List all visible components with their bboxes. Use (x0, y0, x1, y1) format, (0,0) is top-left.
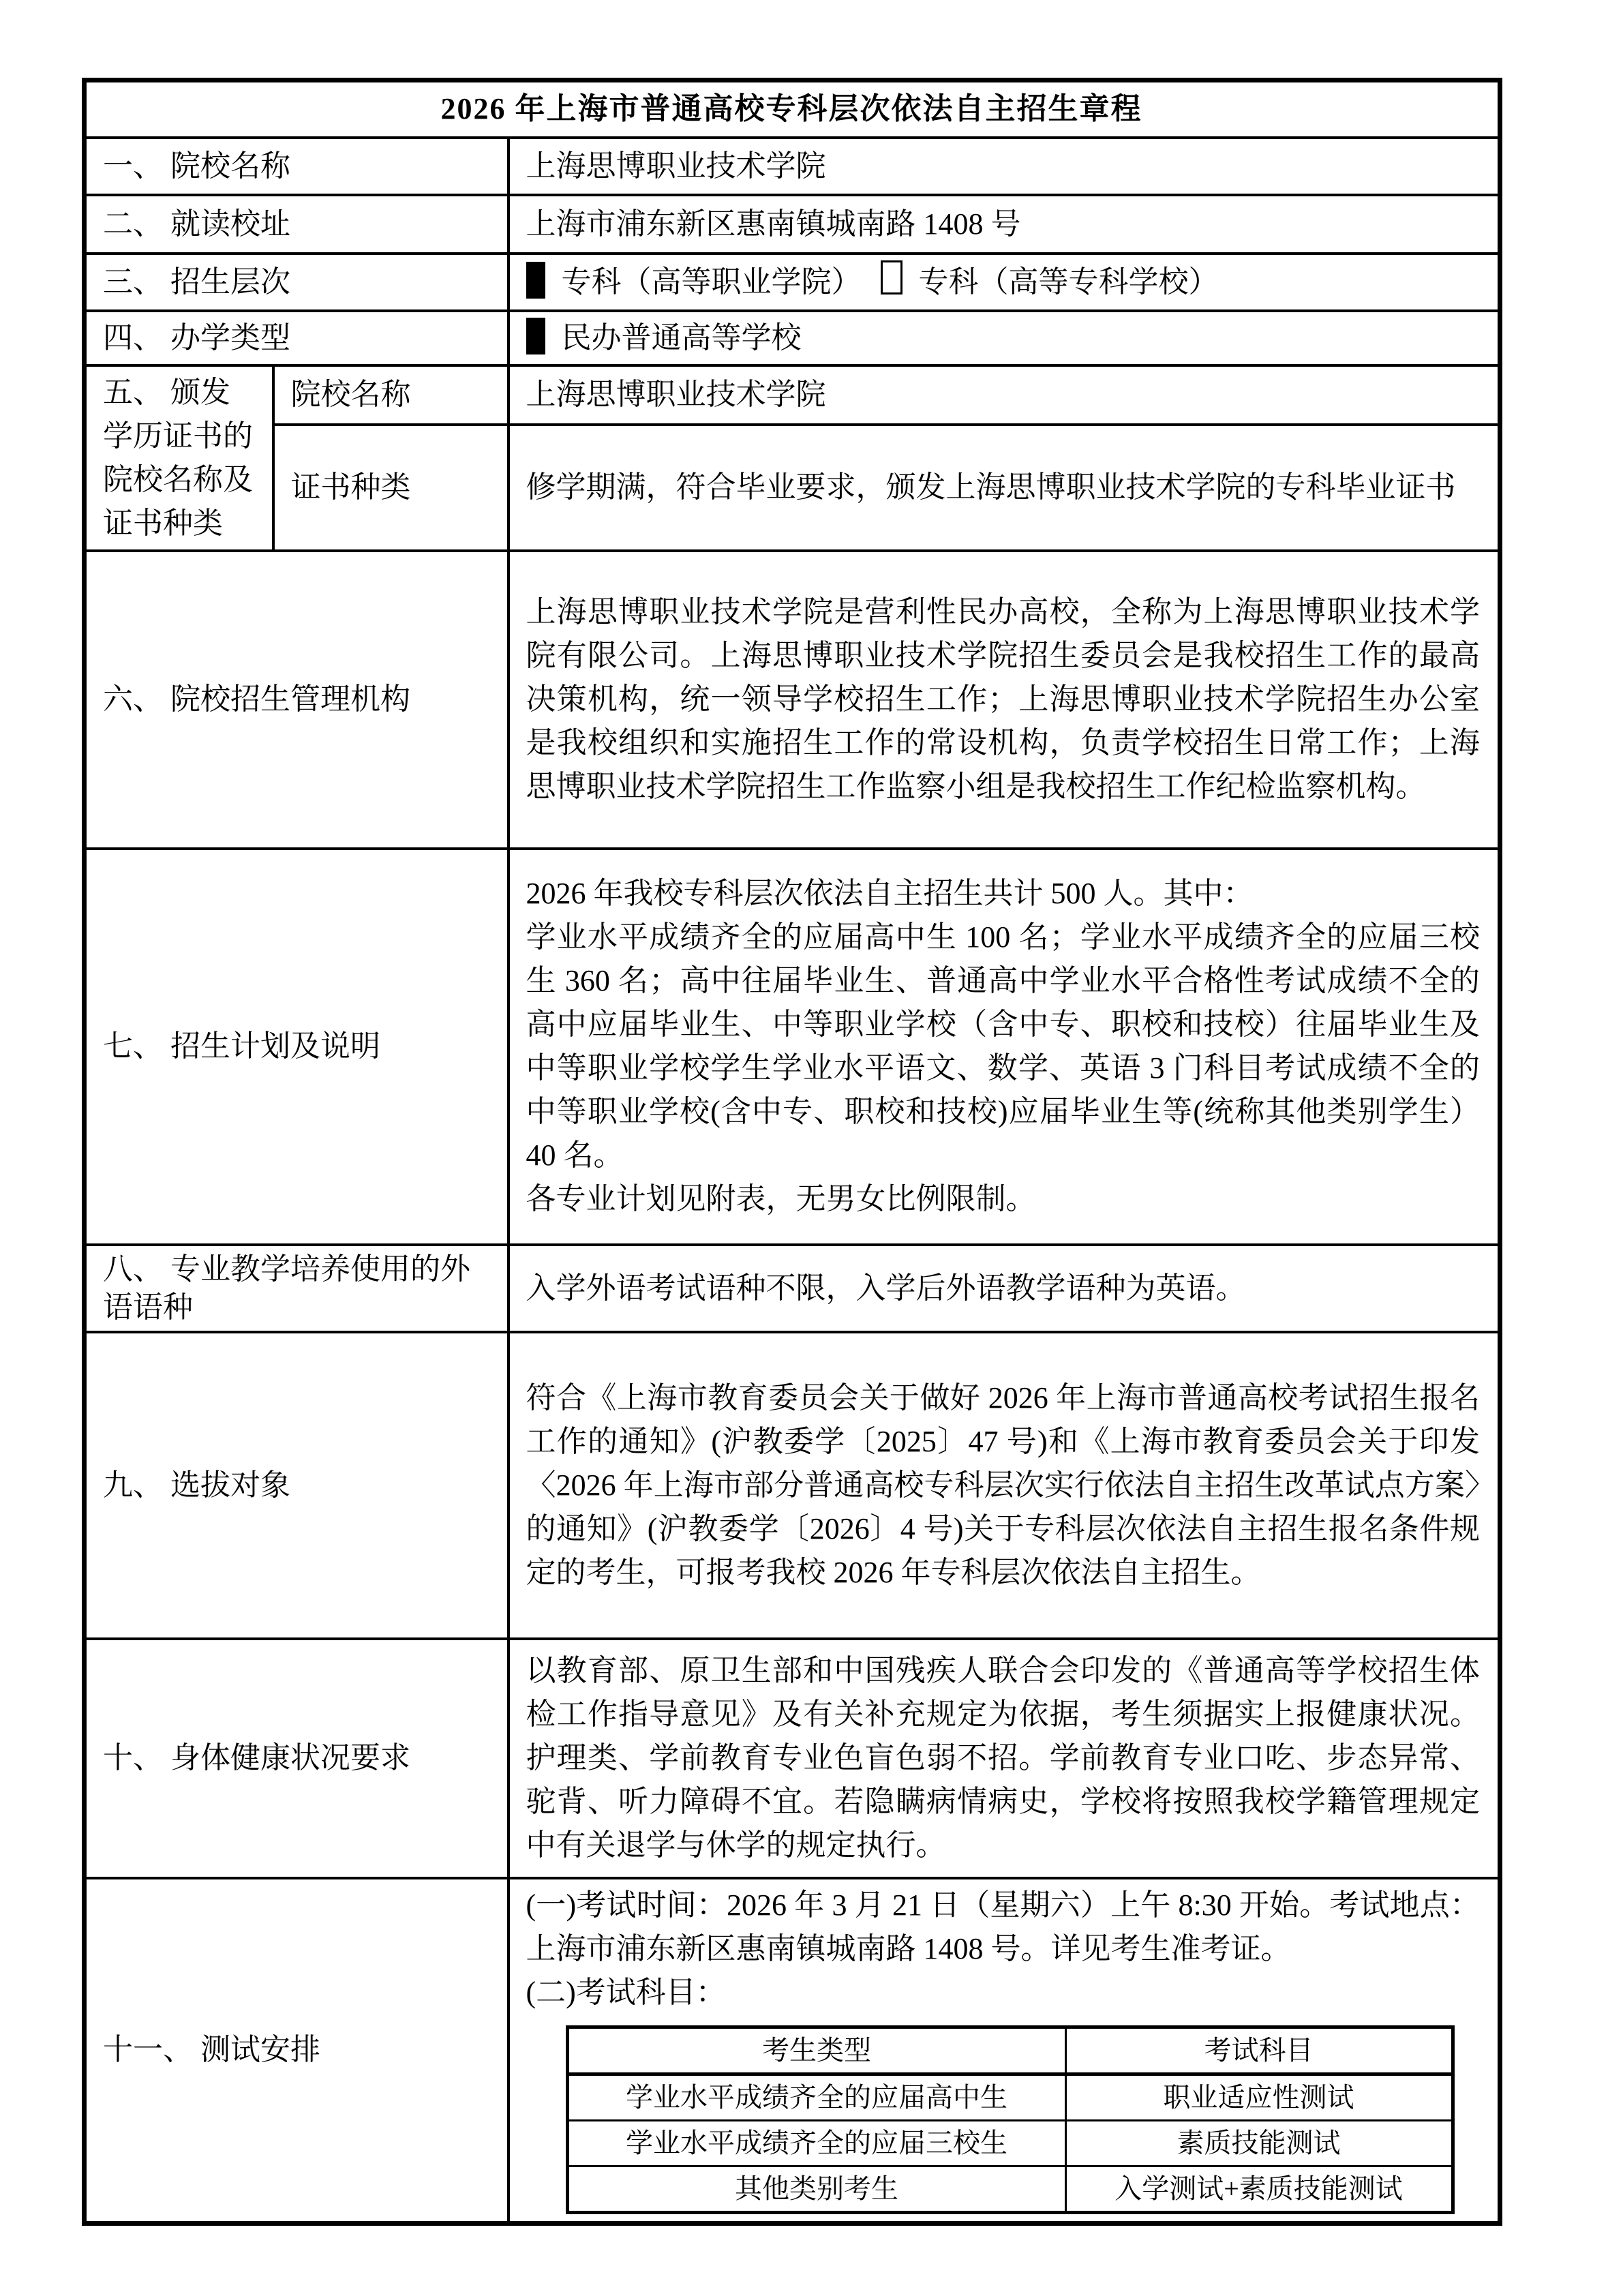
enrollment-plan-breakdown: 学业水平成绩齐全的应届高中生 100 名；学业水平成绩齐全的应届三校生 360 名；高中往届毕业生、普通高中学业水平合格性考试成绩不全的高中应届毕业生、中等职业学校（含中专、职校和技校）往届毕业生及中等职业学校学生学业水平语文、数学、英语 3 门科目考试成绩不全的中等职业学校(含中专、职校和技校)应届毕业生等(统称其他类别学生） 40 名。 (526, 920, 1480, 1172)
enrollment-level-option-checked: 专科（高等职业学院） (561, 265, 862, 299)
value-selection-targets: 符合《上海市教育委员会关于做好 2026 年上海市普通高校考试招生报名工作的通知》(沪教委学〔2025〕47 号)和《上海市教育委员会关于印发〈2026 年上海市部分普通高校专科层次实行依法自主招生改革试点方案〉的通知》(沪教委学〔2026〕4 号)关于专科层次依法自主招生报名条件规定的考生，可报考我校 2026 年专科层次依法自主招生。 (509, 1332, 1500, 1639)
exam-subject: 素质技能测试 (1065, 2120, 1453, 2166)
sub-label-certificate-type: 证书种类 (273, 425, 509, 550)
exam-subjects-table (566, 2025, 1455, 2214)
label-test-arrangement: 十一、 测试安排 (85, 1878, 509, 2224)
table-row (85, 849, 1500, 1245)
label-certificate-section: 五、 颁发学历证书的院校名称及证书种类 (85, 365, 273, 551)
checkbox-unchecked-icon (881, 260, 902, 294)
exam-subject: 入学测试+素质技能测试 (1065, 2166, 1453, 2212)
checkbox-checked-icon (526, 318, 545, 354)
table-row (85, 425, 1500, 550)
document-title: 2026 年上海市普通高校专科层次依法自主招生章程 (85, 80, 1500, 138)
enrollment-level-option-unchecked: 专科（高等专科学校） (918, 265, 1219, 299)
table-row (85, 1639, 1500, 1878)
sub-label-certificate-institution: 院校名称 (273, 365, 509, 425)
value-enrollment-level (509, 254, 1500, 311)
school-type-option-checked: 民办普通高等学校 (561, 320, 802, 354)
label-enrollment-plan: 七、 招生计划及说明 (85, 849, 509, 1245)
label-admission-management: 六、 院校招生管理机构 (85, 551, 509, 849)
label-institution-name: 一、 院校名称 (85, 138, 509, 195)
label-health-requirements: 十、 身体健康状况要求 (85, 1639, 509, 1878)
checkbox-checked-icon (526, 262, 545, 299)
exam-candidate-type: 其他类别考生 (567, 2166, 1065, 2212)
table-row (85, 195, 1500, 254)
exam-table-row (567, 2120, 1453, 2166)
table-row (85, 1332, 1500, 1639)
exam-header-exam-subject: 考试科目 (1065, 2027, 1453, 2074)
admission-charter-table (82, 78, 1502, 2226)
value-health-requirements: 以教育部、原卫生部和中国残疾人联合会印发的《普通高等学校招生体检工作指导意见》及有关补充规定为依据，考生须据实上报健康状况。护理类、学前教育专业色盲色弱不招。学前教育专业口吃、步态异常、驼背、听力障碍不宜。若隐瞒病情病史，学校将按照我校学籍管理规定中有关退学与休学的规定执行。 (509, 1639, 1500, 1878)
exam-table-header-row (567, 2027, 1453, 2074)
table-row (85, 254, 1500, 311)
label-school-type: 四、 办学类型 (85, 311, 509, 365)
label-campus-address: 二、 就读校址 (85, 195, 509, 254)
title-row (85, 80, 1500, 138)
enrollment-plan-note: 各专业计划见附表，无男女比例限制。 (526, 1182, 1036, 1215)
value-school-type (509, 311, 1500, 365)
exam-subject: 职业适应性测试 (1065, 2074, 1453, 2120)
enrollment-plan-total: 2026 年我校专科层次依法自主招生共计 500 人。其中： (526, 877, 1254, 910)
label-foreign-language: 八、 专业教学培养使用的外语语种 (85, 1245, 509, 1332)
value-institution-name: 上海思博职业技术学院 (509, 138, 1500, 195)
exam-header-candidate-type: 考生类型 (567, 2027, 1065, 2074)
table-row (85, 365, 1500, 425)
exam-table-row (567, 2166, 1453, 2212)
label-selection-targets: 九、 选拔对象 (85, 1332, 509, 1639)
value-admission-management: 上海思博职业技术学院是营利性民办高校，全称为上海思博职业技术学院有限公司。上海思博职业技术学院招生委员会是我校招生工作的最高决策机构，统一领导学校招生工作；上海思博职业技术学院招生办公室是我校组织和实施招生工作的常设机构，负责学校招生日常工作；上海思博职业技术学院招生工作监察小组是我校招生工作纪检监察机构。 (509, 551, 1500, 849)
sub-value-certificate-type: 修学期满，符合毕业要求，颁发上海思博职业技术学院的专科毕业证书 (509, 425, 1500, 550)
value-test-arrangement (509, 1878, 1500, 2224)
value-foreign-language: 入学外语考试语种不限，入学后外语教学语种为英语。 (509, 1245, 1500, 1332)
table-row (85, 311, 1500, 365)
test-time-location: (一)考试时间：2026 年 3 月 21 日（星期六）上午 8:30 开始。考试地点：上海市浦东新区惠南镇城南路 1408 号。详见考生准考证。 (526, 1888, 1480, 1965)
table-row (85, 551, 1500, 849)
label-enrollment-level: 三、 招生层次 (85, 254, 509, 311)
exam-candidate-type: 学业水平成绩齐全的应届三校生 (567, 2120, 1065, 2166)
exam-candidate-type: 学业水平成绩齐全的应届高中生 (567, 2074, 1065, 2120)
exam-subjects-heading: (二)考试科目： (526, 1975, 726, 2009)
sub-value-certificate-institution: 上海思博职业技术学院 (509, 365, 1500, 425)
exam-table-row (567, 2074, 1453, 2120)
table-row (85, 1245, 1500, 1332)
table-row (85, 1878, 1500, 2224)
table-row (85, 138, 1500, 195)
value-enrollment-plan (509, 849, 1500, 1245)
value-campus-address: 上海市浦东新区惠南镇城南路 1408 号 (509, 195, 1500, 254)
